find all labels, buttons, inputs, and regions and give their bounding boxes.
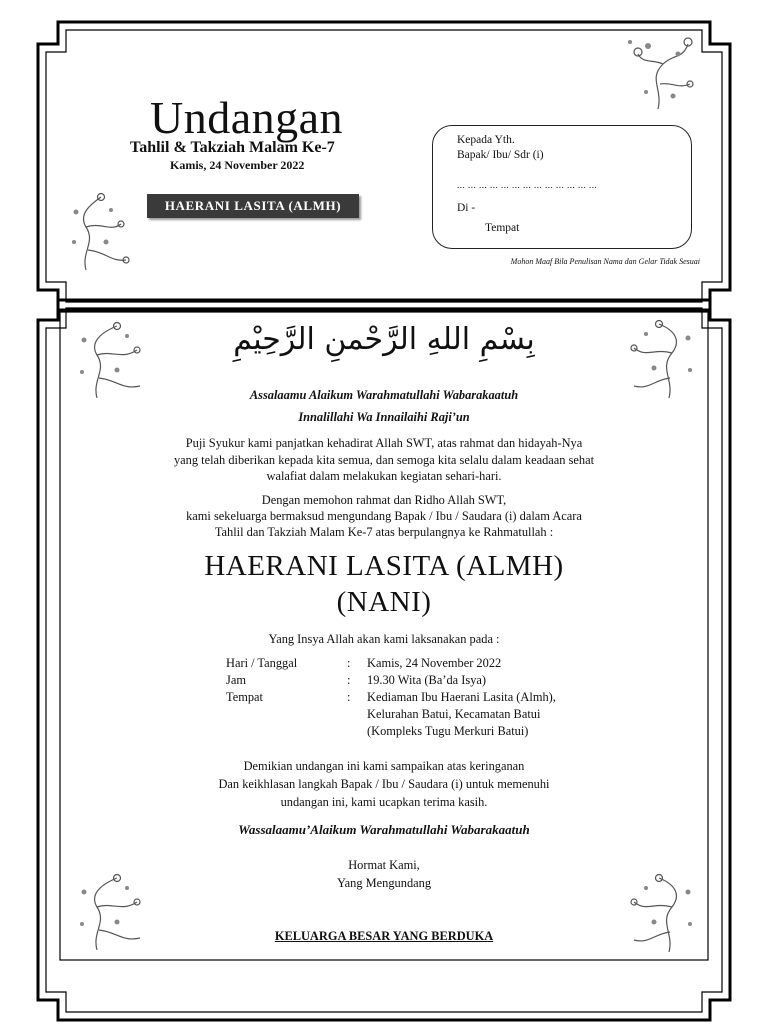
paragraph-line: Demikian undangan ini kami sampaikan atas keringanan <box>243 759 525 773</box>
paragraph-line: yang telah diberikan kepada kita semua, dan semoga kita selalu dalam keadaan sehat <box>173 453 595 467</box>
schedule-time-label: Jam <box>226 673 246 687</box>
apology-note: Mohon Maaf Bila Penulisan Nama dan Gelar Tidak Sesuai <box>510 257 700 266</box>
schedule-place-line: (Kompleks Tugu Merkuri Batui) <box>367 724 529 738</box>
deceased-name-badge: HAERANI LASITA (ALMH) <box>147 194 359 218</box>
basmalah-calligraphy: بِسْمِ اللهِ الرَّحْمنِ الرَّحِيْمِ <box>233 322 535 357</box>
schedule-colon: : <box>347 673 351 687</box>
family-signature-wrap <box>80 929 688 944</box>
schedule-place-line: Kediaman Ibu Haerani Lasita (Almh), <box>367 690 556 704</box>
address-place: Tempat <box>485 222 520 234</box>
schedule-place-line: Kelurahan Batui, Kecamatan Batui <box>367 707 541 721</box>
schedule-day-label: Hari / Tanggal <box>226 656 298 670</box>
schedule-colon: : <box>347 690 351 704</box>
closing-salam: Wassalaamu’Alaikum Warahmatullahi Wabarakaatuh <box>238 822 530 837</box>
regards-text: Hormat Kami, <box>348 858 420 872</box>
innalillahi-text: Innalillahi Wa Innailaihi Raji’un <box>298 410 470 424</box>
inviter-text: Yang Mengundang <box>336 876 432 890</box>
address-to: Kepada Yth. <box>457 134 515 146</box>
address-name-dots: ... ... ... ... ... ... ... ... ... ... ... ... ... <box>457 180 598 190</box>
paragraph-line: Dengan memohon rahmat dan Ridho Allah SWT, <box>261 493 507 507</box>
deceased-full-name: HAERANI LASITA (ALMH) <box>204 550 564 582</box>
paragraph-line: Dan keikhlasan langkah Bapak / Ibu / Saudara (i) untuk memenuhi <box>218 777 550 791</box>
schedule-colon: : <box>347 656 351 670</box>
family-signature: KELUARGA BESAR YANG BERDUKA <box>274 929 494 943</box>
invitation-title: Undangan <box>150 92 344 143</box>
schedule-intro: Yang Insya Allah akan kami laksanakan pada : <box>268 632 500 646</box>
event-date: Kamis, 24 November 2022 <box>170 158 305 172</box>
paragraph-line: kami sekeluarga bermaksud mengundang Bapak / Ibu / Saudara (i) dalam Acara <box>186 509 582 523</box>
paragraph-line: Tahlil dan Takziah Malam Ke-7 atas berpulangnya ke Rahmatullah : <box>214 525 554 539</box>
schedule-day-value: Kamis, 24 November 2022 <box>367 656 502 670</box>
schedule-time-value: 19.30 Wita (Ba’da Isya) <box>367 673 487 687</box>
recipient-address-box <box>432 125 692 249</box>
deceased-nickname: (NANI) <box>336 586 432 618</box>
opening-salam: Assalaamu Alaikum Warahmatullahi Wabarakaatuh <box>249 388 519 402</box>
event-subtitle: Tahlil & Takziah Malam Ke-7 <box>130 139 335 156</box>
schedule-place-label: Tempat <box>226 690 263 704</box>
floral-ornament-top-right <box>618 34 698 112</box>
floral-ornament-top-left <box>66 192 136 274</box>
address-recipient: Bapak/ Ibu/ Sdr (i) <box>457 149 544 161</box>
paragraph-line: walafiat dalam melakukan kegiatan sehari-hari. <box>266 469 502 483</box>
paragraph-line: undangan ini, kami ucapkan terima kasih. <box>280 795 488 809</box>
paragraph-line: Puji Syukur kami panjatkan kehadirat Allah SWT, atas rahmat dan hidayah-Nya <box>185 436 583 450</box>
address-di: Di - <box>457 202 476 214</box>
